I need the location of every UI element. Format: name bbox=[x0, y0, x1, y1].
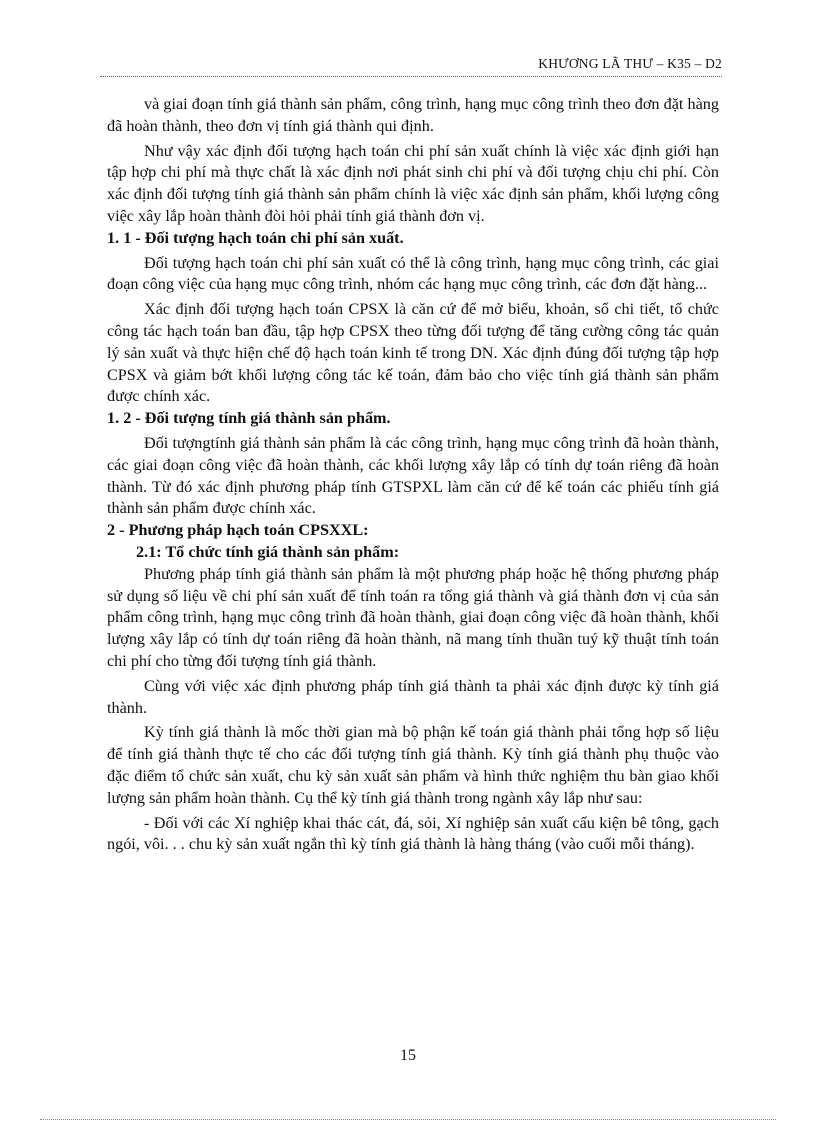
paragraph: Đối tượng hạch toán chi phí sản xuất có thể là công trình, hạng mục công trình, các giai đoạn công việc của hạng mục công trình, nhóm các hạng mục công trình, các đơn đặt hàng... bbox=[107, 253, 719, 294]
list-paragraph: - Đối với các Xí nghiệp khai thác cát, đá, sỏi, Xí nghiệp sản xuất cấu kiện bê tông, gạch ngói, vôi. . . chu kỳ sản xuất ngắn thì kỳ tính giá thành là hàng tháng (vào cuối mỗi tháng). bbox=[107, 813, 719, 854]
paragraph: Xác định đối tượng hạch toán CPSX là căn cứ để mở biểu, khoản, sổ chi tiết, tổ chức công tác hạch toán ban đầu, tập hợp CPSX theo từng đối tượng để tăng cường công tác quản lý sản xuất và thực hiện chế độ hạch toán kinh tế trong DN. Xác định đúng đối tượng tập hợp CPSX và giảm bớt khối lượng công tác kế toán, đảm bảo cho việc tính giá thành sản phẩm được chính xác. bbox=[107, 300, 719, 406]
footer-divider bbox=[40, 1119, 776, 1120]
running-header: KHƯƠNG LÃ THƯ – K35 – D2 bbox=[538, 56, 722, 71]
subsection-heading: 2.1: Tổ chức tính giá thành sản phẩm: bbox=[136, 542, 400, 561]
section-heading: 1. 2 - Đối tượng tính giá thành sản phẩm. bbox=[107, 409, 391, 428]
section-heading: 1. 1 - Đối tượng hạch toán chi phí sản xuất. bbox=[107, 228, 404, 247]
paragraph: Phương pháp tính giá thành sản phẩm là một phương pháp hoặc hệ thống phương pháp sử dụng số liệu về chi phí sản xuất để tính toán ra tổng giá thành và giá thành đơn vị của sản phẩm công trình, hạng mục công trình đã hoàn thành, giai đoạn công việc đã hoàn thành, khối lượng xây lắp có tính dự toán riêng đã hoàn thành, nã mang tính thuần tuý kỹ thuật tính toán chi phí cho từng đối tượng tính giá thành. bbox=[107, 564, 719, 670]
paragraph: Như vậy xác định đối tượng hạch toán chi phí sản xuất chính là việc xác định giới hạn tập hợp chi phí mà thực chất là xác định nơi phát sinh chi phí và đối tượng chịu chi phí. Còn xác định đối tượng tính giá thành sản phẩm chính là việc xác định sản phẩm, khối lượng công việc xây lắp hoàn thành đòi hỏi phải tính giá thành đơn vị. bbox=[107, 141, 719, 225]
paragraph: Kỳ tính giá thành là mốc thời gian mà bộ phận kế toán giá thành phải tổng hợp số liệu để tính giá thành thực tế cho các đối tượng tính giá thành. Kỳ tính giá thành phụ thuộc vào đặc điểm tổ chức sản xuất, chu kỳ sản xuất sản phẩm và hình thức nghiệm thu bàn giao khối lượng sản phẩm hoàn thành. Cụ thể kỳ tính giá thành trong ngành xây lắp như sau: bbox=[107, 723, 719, 807]
header-divider bbox=[100, 76, 722, 77]
paragraph: và giai đoạn tính giá thành sản phẩm, công trình, hạng mục công trình theo đơn đặt hàng đã hoàn thành, theo đơn vị tính giá thành qui định. bbox=[107, 95, 719, 135]
page-number: 15 bbox=[400, 1047, 416, 1064]
paragraph: Đối tượngtính giá thành sản phẩm là các công trình, hạng mục công trình đã hoàn thành, các giai đoạn công việc đã hoàn thành, các khối lượng xây lắp có tính dự toán riêng đã hoàn thành. Từ đó xác định phương pháp tính GTSPXL làm căn cứ để kế toán các phiếu tính giá thành sản phẩm được chính xác. bbox=[107, 433, 719, 518]
paragraph: Cùng với việc xác định phương pháp tính giá thành ta phải xác định được kỳ tính giá thành. bbox=[107, 676, 719, 717]
section-heading: 2 - Phương pháp hạch toán CPSXXL: bbox=[107, 521, 369, 540]
page-body bbox=[107, 94, 719, 856]
